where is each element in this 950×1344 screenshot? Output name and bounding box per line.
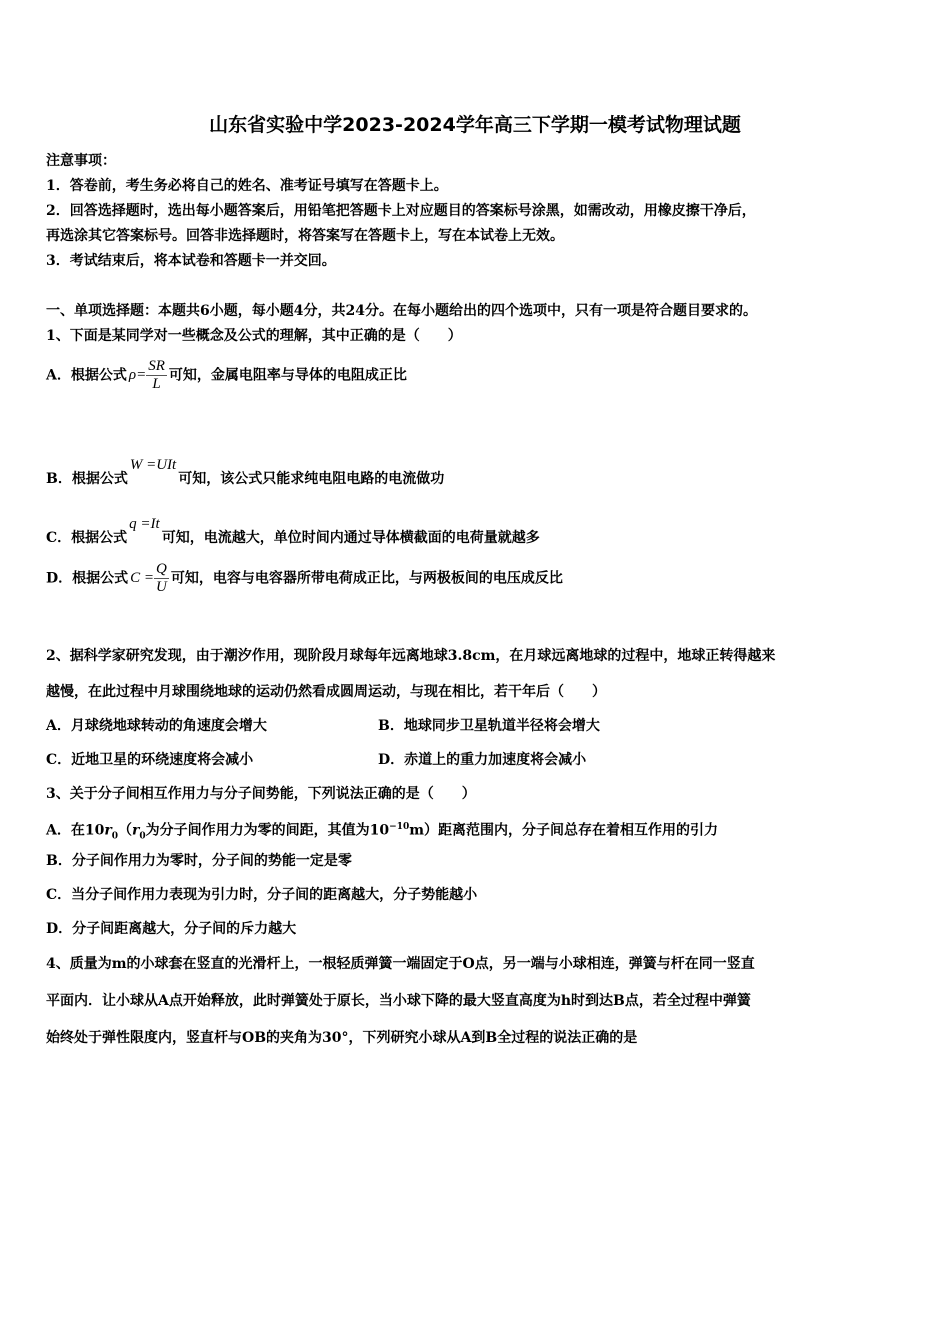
formula-capacitance — [130, 561, 169, 596]
q3-a-sup: −10 — [389, 822, 410, 832]
question-3-option-b: B．分子间作用力为零时，分子间的势能一定是零 — [46, 853, 352, 869]
question-4-stem: 4、质量为m的小球套在竖直的光滑杆上，一根轻质弹簧一端固定于O点，另一端与小球相连，弹簧与杆在同一竖直 — [46, 956, 755, 972]
formula-work: W =UIt — [129, 457, 177, 473]
q3-a-sub-2: 0 — [139, 831, 146, 842]
formula-resistivity-lhs: ρ= — [128, 366, 147, 383]
question-2-option-c: C．近地卫星的环绕速度将会减小 — [46, 752, 254, 768]
question-3-option-d: D．分子间距离越大，分子间的斥力越大 — [46, 921, 297, 937]
option-a-text: 可知，金属电阻率与导体的电阻成正比 — [168, 367, 407, 384]
question-3-stem: 3、关于分子间相互作用力与分子间势能，下列说法正确的是（ ） — [46, 786, 476, 802]
option-d-text: 可知，电容与电容器所带电荷成正比，与两极板间的电压成反比 — [170, 570, 563, 587]
q3-a-part4: m）距离范围内，分子间总存在着相互作用的引力 — [409, 822, 719, 839]
notice-item-2-cont: 再选涂其它答案标号。回答非选择题时，将答案写在答题卡上，写在本试卷上无效。 — [46, 228, 564, 244]
question-2-stem-cont: 越慢，在此过程中月球围绕地球的运动仍然看成圆周运动，与现在相比，若干年后（ ） — [46, 684, 606, 700]
option-b-text: 可知，该公式只能求纯电阻电路的电流做功 — [178, 471, 445, 487]
option-c-text: 可知，电流越大，单位时间内通过导体横截面的电荷量就越多 — [161, 530, 540, 546]
question-4-stem-cont1: 平面内．让小球从A点开始释放，此时弹簧处于原长，当小球下降的最大竖直高度为h时到达B点，若全过程中弹簧 — [46, 993, 751, 1009]
question-1-option-b — [46, 456, 444, 488]
formula-capacitance-numerator: Q — [156, 561, 167, 577]
question-3-option-c: C．当分子间作用力表现为引力时，分子间的距离越大，分子势能越小 — [46, 887, 478, 903]
question-1-option-a — [46, 358, 407, 393]
q3-a-r0: r — [104, 822, 112, 839]
formula-capacitance-denominator: U — [156, 579, 167, 595]
q3-a-sub: 0 — [111, 831, 119, 842]
q3-a-r0-2: r — [132, 822, 140, 839]
notice-item-1: 1．答卷前，考生务必将自己的姓名、准考证号填写在答题卡上。 — [46, 178, 448, 194]
section-heading: 一、单项选择题：本题共6小题，每小题4分，共24分。在每小题给出的四个选项中，只有一项是符合题目要求的。 — [46, 303, 757, 319]
question-3-option-a — [46, 818, 718, 845]
option-b-prefix: B．根据公式 — [46, 471, 128, 487]
formula-capacitance-lhs: C = — [130, 569, 155, 586]
option-d-prefix: D．根据公式 — [46, 570, 129, 587]
formula-resistivity-denominator: L — [152, 376, 161, 392]
formula-resistivity — [129, 358, 167, 393]
formula-charge: q =It — [129, 516, 160, 532]
question-1-option-d — [46, 561, 563, 596]
question-4-stem-cont2: 始终处于弹性限度内，竖直杆与OB的夹角为30°，下列研究小球从A到B全过程的说法正确的是 — [46, 1030, 638, 1046]
question-1-option-c — [46, 515, 540, 547]
option-a-prefix: A．根据公式 — [46, 367, 127, 384]
formula-resistivity-numerator: SR — [148, 358, 165, 374]
question-2-stem: 2、据科学家研究发现，由于潮汐作用，现阶段月球每年远离地球3.8cm，在月球远离地球的过程中，地球正转得越来 — [46, 648, 776, 664]
notice-heading: 注意事项： — [46, 153, 116, 169]
question-2-option-d: D．赤道上的重力加速度将会减小 — [378, 752, 587, 768]
q3-a-part2: （ — [118, 822, 133, 839]
question-2-option-b: B．地球同步卫星轨道半径将会增大 — [378, 718, 600, 734]
option-c-prefix: C．根据公式 — [46, 530, 128, 546]
question-2-option-a: A．月球绕地球转动的角速度会增大 — [46, 718, 267, 734]
q3-a-part1: A．在10 — [46, 822, 105, 839]
notice-item-3: 3．考试结束后，将本试卷和答题卡一并交回。 — [46, 253, 336, 269]
q3-a-part3: 为分子间作用力为零的间距，其值为10 — [145, 822, 390, 839]
notice-item-2: 2．回答选择题时，选出每小题答案后，用铅笔把答题卡上对应题目的答案标号涂黑，如需改动，用橡皮擦干净后， — [46, 203, 756, 219]
page-title: 山东省实验中学2023-2024学年高三下学期一模考试物理试题 — [209, 114, 741, 136]
question-1-stem: 1、下面是某同学对一些概念及公式的理解，其中正确的是（ ） — [46, 328, 462, 344]
